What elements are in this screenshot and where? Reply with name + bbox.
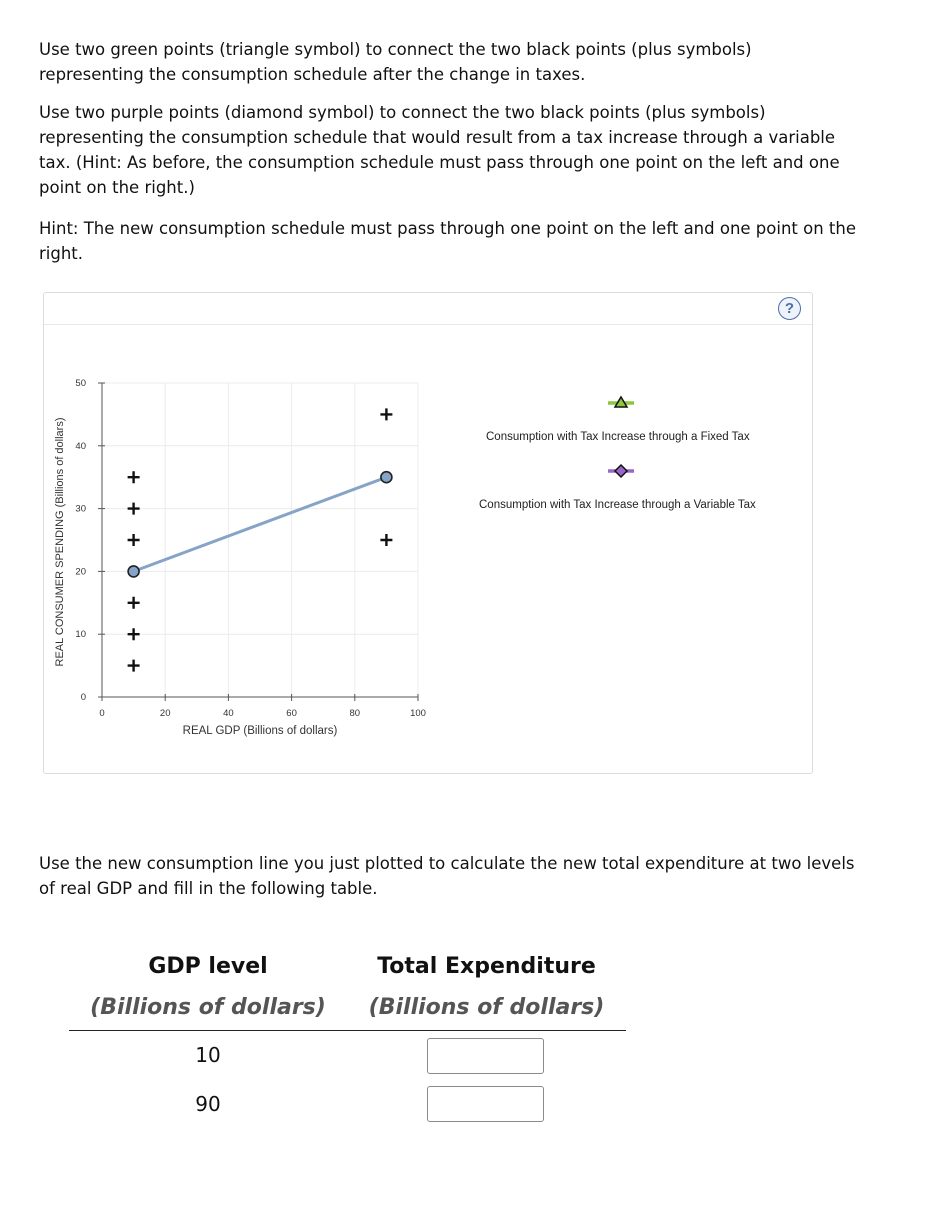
help-button[interactable]: ? (778, 297, 801, 320)
y-tick-label: 30 (75, 503, 86, 515)
x-tick-label: 100 (410, 708, 426, 719)
table-header-rule (69, 1030, 626, 1031)
plus-point (128, 628, 140, 640)
x-tick-label: 80 (349, 708, 361, 719)
expenditure-input-row-1[interactable] (427, 1038, 544, 1074)
col-subheader-gdp: (Billions of dollars) (90, 995, 326, 1020)
plus-point (380, 534, 392, 546)
x-tick-label: 20 (159, 708, 171, 719)
x-tick-label: 60 (286, 708, 297, 719)
legend-diamond-icon[interactable] (615, 465, 627, 477)
col-header-expenditure: Total Expenditure (377, 954, 596, 979)
instruction-table: Use the new consumption line you just plotted to calculate the new total expenditure at two levels of real GDP and fill in the following table. (39, 854, 855, 898)
y-tick-label: 20 (75, 566, 86, 578)
plus-point (380, 408, 392, 420)
instruction-purple-points: Use two purple points (diamond symbol) to connect the two black points (plus symbols) representing the consumption schedule that would result from a tax increase through a variable tax. (Hint: As before, the consumption schedule must pass through one point on the left and one point on the right.) (39, 103, 840, 197)
y-tick-label: 10 (75, 629, 86, 641)
consumption-line[interactable] (134, 477, 387, 571)
y-tick-label: 40 (75, 440, 86, 452)
plus-point (128, 534, 140, 546)
x-tick-label: 40 (223, 708, 234, 719)
consumption-point[interactable] (128, 566, 139, 577)
legend-variable-tax-label: Consumption with Tax Increase through a Variable Tax (479, 499, 756, 511)
consumption-point[interactable] (381, 472, 392, 483)
plus-point (128, 503, 140, 515)
y-tick-label: 50 (75, 378, 86, 389)
x-axis-label: REAL GDP (Billions of dollars) (182, 725, 338, 737)
plus-point (128, 471, 140, 483)
gdp-cell-row-1: 10 (195, 1043, 221, 1067)
graph-panel[interactable] (43, 292, 813, 774)
y-tick-label: 0 (80, 692, 86, 703)
y-axis-label: REAL CONSUMER SPENDING (Billions of dollars) (54, 417, 66, 667)
col-header-gdp: GDP level (148, 954, 268, 979)
expenditure-input-row-2[interactable] (427, 1086, 544, 1122)
plus-point (128, 660, 140, 672)
legend-fixed-tax-label: Consumption with Tax Increase through a Fixed Tax (486, 431, 750, 443)
gdp-cell-row-2: 90 (195, 1092, 221, 1116)
x-tick-label: 0 (99, 708, 105, 719)
col-subheader-expenditure: (Billions of dollars) (368, 995, 605, 1020)
instruction-green-points: Use two green points (triangle symbol) to connect the two black points (plus symbols) representing the consumption schedule after the change in taxes. (39, 40, 752, 84)
consumption-chart[interactable] (44, 293, 812, 773)
plus-point (128, 597, 140, 609)
instruction-hint: Hint: The new consumption schedule must pass through one point on the left and one point on the right. (39, 219, 857, 263)
